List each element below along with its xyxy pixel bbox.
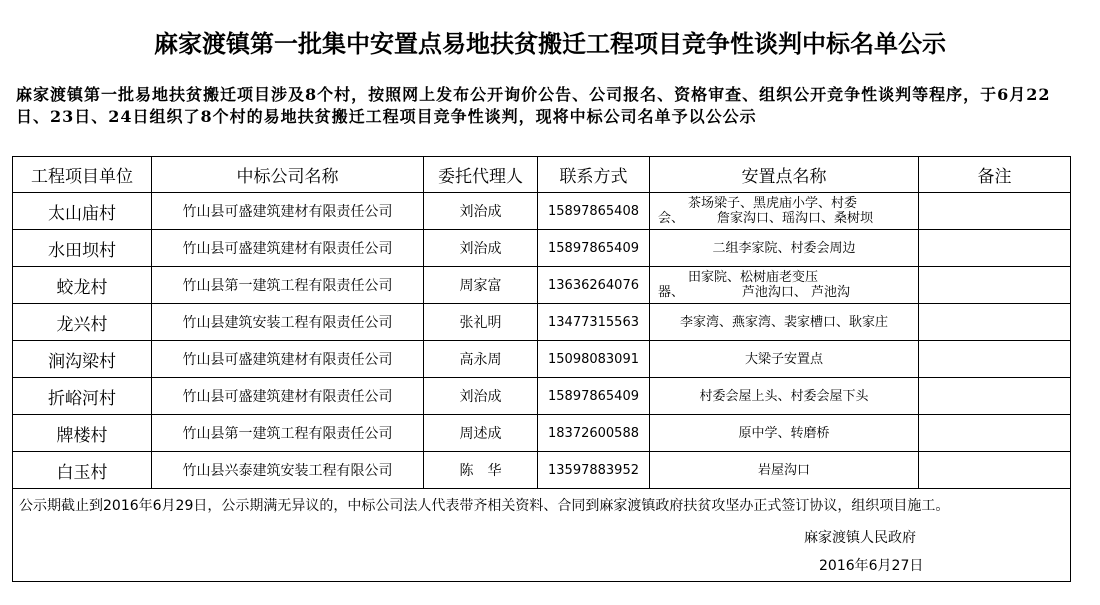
table-row [13, 452, 1071, 489]
cell-note [919, 304, 1071, 341]
notice-text: 公示期截止到2016年6月29日，公示期满无异议的，中标公司法人代表带齐相关资料、合同到麻家渡镇政府扶贫攻坚办正式签订协议，组织项目施工。 [19, 498, 950, 514]
cell-company: 竹山县可盛建筑建材有限责任公司 [152, 378, 424, 415]
cell-agent: 周家富 [424, 267, 538, 304]
site-line-2: 器、 芦池沟口、 芦池沟 [658, 285, 850, 300]
cell-unit: 折峪河村 [13, 378, 152, 415]
cell-phone: 15098083091 [538, 341, 650, 378]
notice-row [13, 489, 1071, 582]
cell-unit: 牌楼村 [13, 415, 152, 452]
cell-company: 竹山县建筑安装工程有限责任公司 [152, 304, 424, 341]
header-contact: 联系方式 [538, 157, 650, 193]
cell-note [919, 378, 1071, 415]
signature-date: 2016年6月27日 [819, 558, 924, 574]
cell-phone: 15897865409 [538, 378, 650, 415]
cell-site: 大梁子安置点 [650, 341, 919, 378]
table-row [13, 341, 1071, 378]
cell-unit: 白玉村 [13, 452, 152, 489]
cell-agent: 张礼明 [424, 304, 538, 341]
table-row [13, 230, 1071, 267]
cell-phone: 15897865408 [538, 193, 650, 230]
cell-note [919, 230, 1071, 267]
cell-company: 竹山县可盛建筑建材有限责任公司 [152, 193, 424, 230]
cell-phone: 13477315563 [538, 304, 650, 341]
cell-note [919, 341, 1071, 378]
cell-site [650, 267, 919, 304]
table-header-row [13, 157, 1071, 193]
cell-agent: 陈 华 [424, 452, 538, 489]
cell-unit: 蛟龙村 [13, 267, 152, 304]
cell-phone: 18372600588 [538, 415, 650, 452]
signature-org: 麻家渡镇人民政府 [804, 530, 916, 546]
table-row [13, 304, 1071, 341]
cell-note [919, 415, 1071, 452]
header-note: 备注 [919, 157, 1071, 193]
cell-unit: 水田坝村 [13, 230, 152, 267]
cell-site: 岩屋沟口 [650, 452, 919, 489]
cell-site [650, 193, 919, 230]
cell-agent: 周述成 [424, 415, 538, 452]
cell-site: 村委会屋上头、村委会屋下头 [650, 378, 919, 415]
table-row [13, 267, 1071, 304]
cell-company: 竹山县第一建筑工程有限责任公司 [152, 415, 424, 452]
intro-paragraph: 麻家渡镇第一批易地扶贫搬迁项目涉及8个村，按照网上发布公开询价公告、公司报名、资格审查、组织公开竞争性谈判等程序，于6月22日、23日、24日组织了8个村的易地扶贫搬迁工程项目竞争性谈判，现将中标公司名单予以公公示 [16, 85, 1051, 126]
header-unit: 工程项目单位 [13, 157, 152, 193]
cell-company: 竹山县第一建筑工程有限责任公司 [152, 267, 424, 304]
table-row [13, 415, 1071, 452]
table-row [13, 193, 1071, 230]
cell-note [919, 193, 1071, 230]
page-title: 麻家渡镇第一批集中安置点易地扶贫搬迁工程项目竞争性谈判中标名单公示 [154, 29, 946, 58]
header-agent: 委托代理人 [424, 157, 538, 193]
header-company: 中标公司名称 [152, 157, 424, 193]
cell-note [919, 452, 1071, 489]
cell-company: 竹山县兴泰建筑安装工程有限公司 [152, 452, 424, 489]
site-line-2: 会、 詹家沟口、瑶沟口、桑树坝 [658, 211, 874, 226]
cell-note [919, 267, 1071, 304]
cell-site: 原中学、转磨桥 [650, 415, 919, 452]
site-line-1: 田家院、松树庙老变压 [688, 270, 819, 285]
cell-company: 竹山县可盛建筑建材有限责任公司 [152, 230, 424, 267]
cell-unit: 涧沟梁村 [13, 341, 152, 378]
header-site: 安置点名称 [650, 157, 919, 193]
cell-phone: 15897865409 [538, 230, 650, 267]
notice-cell [13, 489, 1071, 582]
cell-unit: 太山庙村 [13, 193, 152, 230]
cell-agent: 高永周 [424, 341, 538, 378]
cell-site: 李家湾、燕家湾、裴家槽口、耿家庄 [650, 304, 919, 341]
cell-company: 竹山县可盛建筑建材有限责任公司 [152, 341, 424, 378]
cell-phone: 13636264076 [538, 267, 650, 304]
table-row [13, 378, 1071, 415]
site-line-1: 茶场梁子、黑虎庙小学、村委 [688, 196, 858, 211]
cell-agent: 刘治成 [424, 193, 538, 230]
cell-phone: 13597883952 [538, 452, 650, 489]
award-table [12, 156, 1071, 582]
cell-agent: 刘治成 [424, 230, 538, 267]
cell-unit: 龙兴村 [13, 304, 152, 341]
cell-agent: 刘治成 [424, 378, 538, 415]
cell-site: 二组李家院、村委会周边 [650, 230, 919, 267]
